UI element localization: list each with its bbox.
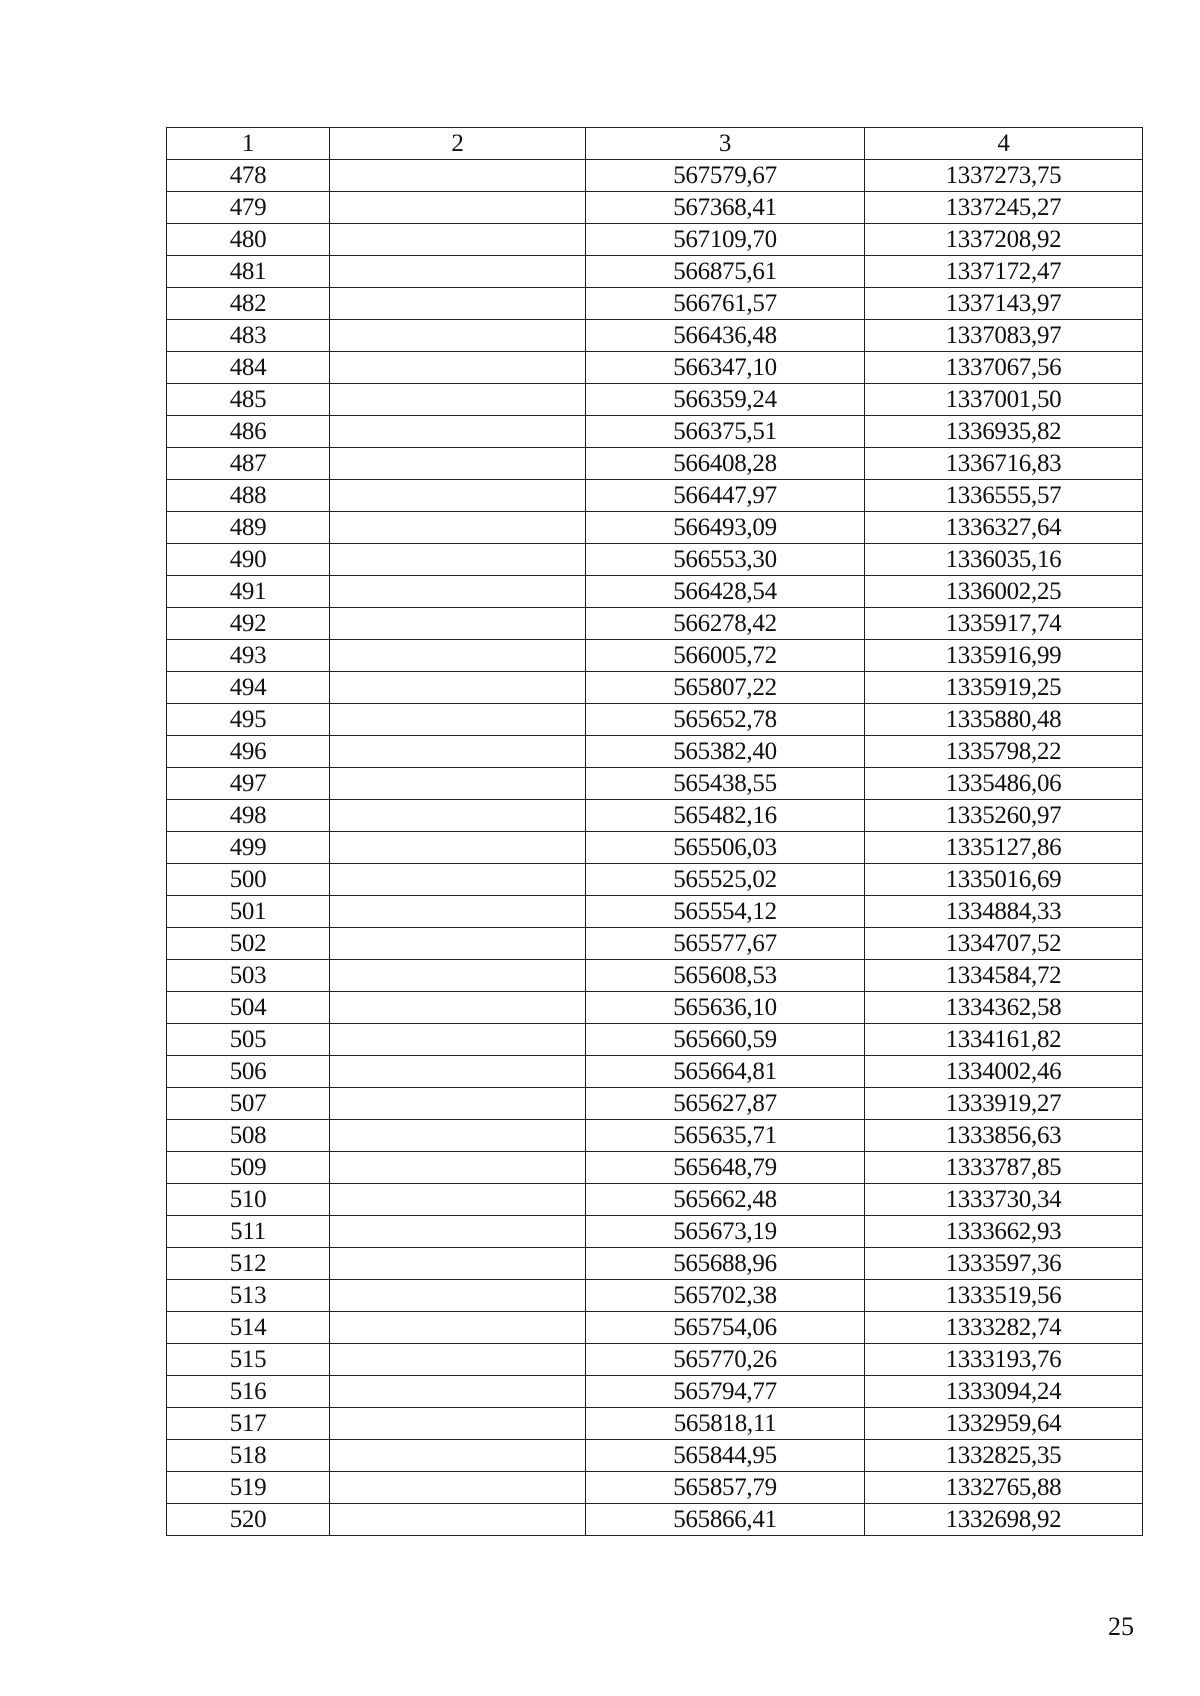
y-coordinate-cell: 1332959,64 <box>865 1408 1143 1440</box>
description-cell <box>330 1024 586 1056</box>
x-coordinate-cell: 565648,79 <box>586 1152 865 1184</box>
y-coordinate-cell: 1336716,83 <box>865 448 1143 480</box>
x-coordinate-cell: 565482,16 <box>586 800 865 832</box>
y-coordinate-cell: 1333094,24 <box>865 1376 1143 1408</box>
point-number-cell: 516 <box>167 1376 330 1408</box>
table-header-row <box>167 128 1143 160</box>
x-coordinate-cell: 566875,61 <box>586 256 865 288</box>
point-number-cell: 502 <box>167 928 330 960</box>
table-row <box>167 416 1143 448</box>
point-number-cell: 481 <box>167 256 330 288</box>
point-number-cell: 492 <box>167 608 330 640</box>
x-coordinate-cell: 565506,03 <box>586 832 865 864</box>
x-coordinate-cell: 565608,53 <box>586 960 865 992</box>
y-coordinate-cell: 1337083,97 <box>865 320 1143 352</box>
x-coordinate-cell: 566493,09 <box>586 512 865 544</box>
y-coordinate-cell: 1336002,25 <box>865 576 1143 608</box>
point-number-cell: 483 <box>167 320 330 352</box>
table-row <box>167 1088 1143 1120</box>
table-row <box>167 1120 1143 1152</box>
x-coordinate-cell: 565754,06 <box>586 1312 865 1344</box>
x-coordinate-cell: 566005,72 <box>586 640 865 672</box>
description-cell <box>330 1184 586 1216</box>
description-cell <box>330 768 586 800</box>
y-coordinate-cell: 1336035,16 <box>865 544 1143 576</box>
y-coordinate-cell: 1332825,35 <box>865 1440 1143 1472</box>
x-coordinate-cell: 565635,71 <box>586 1120 865 1152</box>
y-coordinate-cell: 1333282,74 <box>865 1312 1143 1344</box>
description-cell <box>330 672 586 704</box>
table-row <box>167 1408 1143 1440</box>
point-number-cell: 494 <box>167 672 330 704</box>
description-cell <box>330 1312 586 1344</box>
description-cell <box>330 832 586 864</box>
description-cell <box>330 512 586 544</box>
y-coordinate-cell: 1335260,97 <box>865 800 1143 832</box>
description-cell <box>330 928 586 960</box>
table-row <box>167 608 1143 640</box>
description-cell <box>330 1216 586 1248</box>
x-coordinate-cell: 565807,22 <box>586 672 865 704</box>
y-coordinate-cell: 1337245,27 <box>865 192 1143 224</box>
y-coordinate-cell: 1334884,33 <box>865 896 1143 928</box>
x-coordinate-cell: 565664,81 <box>586 1056 865 1088</box>
x-coordinate-cell: 567109,70 <box>586 224 865 256</box>
table-row <box>167 1248 1143 1280</box>
x-coordinate-cell: 565794,77 <box>586 1376 865 1408</box>
x-coordinate-cell: 565652,78 <box>586 704 865 736</box>
point-number-cell: 512 <box>167 1248 330 1280</box>
point-number-cell: 501 <box>167 896 330 928</box>
table-row <box>167 1056 1143 1088</box>
description-cell <box>330 1472 586 1504</box>
table-row <box>167 544 1143 576</box>
x-coordinate-cell: 566347,10 <box>586 352 865 384</box>
x-coordinate-cell: 566359,24 <box>586 384 865 416</box>
table-row <box>167 1344 1143 1376</box>
y-coordinate-cell: 1335016,69 <box>865 864 1143 896</box>
y-coordinate-cell: 1334161,82 <box>865 1024 1143 1056</box>
x-coordinate-cell: 565627,87 <box>586 1088 865 1120</box>
x-coordinate-cell: 565636,10 <box>586 992 865 1024</box>
table-row <box>167 832 1143 864</box>
y-coordinate-cell: 1335798,22 <box>865 736 1143 768</box>
point-number-cell: 498 <box>167 800 330 832</box>
point-number-cell: 511 <box>167 1216 330 1248</box>
point-number-cell: 520 <box>167 1504 330 1536</box>
point-number-cell: 479 <box>167 192 330 224</box>
description-cell <box>330 1120 586 1152</box>
page-number: 25 <box>1108 1612 1134 1641</box>
y-coordinate-cell: 1333787,85 <box>865 1152 1143 1184</box>
table-row <box>167 1312 1143 1344</box>
y-coordinate-cell: 1333730,34 <box>865 1184 1143 1216</box>
table-row <box>167 1184 1143 1216</box>
y-coordinate-cell: 1334002,46 <box>865 1056 1143 1088</box>
x-coordinate-cell: 565818,11 <box>586 1408 865 1440</box>
description-cell <box>330 448 586 480</box>
point-number-cell: 487 <box>167 448 330 480</box>
point-number-cell: 490 <box>167 544 330 576</box>
point-number-cell: 513 <box>167 1280 330 1312</box>
y-coordinate-cell: 1336935,82 <box>865 416 1143 448</box>
column-header-3: 3 <box>586 128 865 160</box>
description-cell <box>330 1088 586 1120</box>
table-row <box>167 448 1143 480</box>
table-row <box>167 480 1143 512</box>
point-number-cell: 517 <box>167 1408 330 1440</box>
y-coordinate-cell: 1336555,57 <box>865 480 1143 512</box>
point-number-cell: 509 <box>167 1152 330 1184</box>
table-row <box>167 288 1143 320</box>
description-cell <box>330 320 586 352</box>
description-cell <box>330 160 586 192</box>
table-row <box>167 256 1143 288</box>
x-coordinate-cell: 565554,12 <box>586 896 865 928</box>
column-header-2: 2 <box>330 128 586 160</box>
y-coordinate-cell: 1333193,76 <box>865 1344 1143 1376</box>
point-number-cell: 519 <box>167 1472 330 1504</box>
description-cell <box>330 384 586 416</box>
table-row <box>167 800 1143 832</box>
y-coordinate-cell: 1335880,48 <box>865 704 1143 736</box>
point-number-cell: 496 <box>167 736 330 768</box>
x-coordinate-cell: 566761,57 <box>586 288 865 320</box>
description-cell <box>330 416 586 448</box>
x-coordinate-cell: 566375,51 <box>586 416 865 448</box>
point-number-cell: 518 <box>167 1440 330 1472</box>
description-cell <box>330 288 586 320</box>
point-number-cell: 510 <box>167 1184 330 1216</box>
description-cell <box>330 704 586 736</box>
description-cell <box>330 544 586 576</box>
table-body <box>167 160 1143 1536</box>
description-cell <box>330 1280 586 1312</box>
y-coordinate-cell: 1334584,72 <box>865 960 1143 992</box>
point-number-cell: 503 <box>167 960 330 992</box>
description-cell <box>330 1440 586 1472</box>
point-number-cell: 500 <box>167 864 330 896</box>
description-cell <box>330 1248 586 1280</box>
y-coordinate-cell: 1335916,99 <box>865 640 1143 672</box>
point-number-cell: 497 <box>167 768 330 800</box>
x-coordinate-cell: 565866,41 <box>586 1504 865 1536</box>
table-row <box>167 1280 1143 1312</box>
table-row <box>167 928 1143 960</box>
point-number-cell: 482 <box>167 288 330 320</box>
y-coordinate-cell: 1333662,93 <box>865 1216 1143 1248</box>
point-number-cell: 499 <box>167 832 330 864</box>
x-coordinate-cell: 565660,59 <box>586 1024 865 1056</box>
y-coordinate-cell: 1332765,88 <box>865 1472 1143 1504</box>
description-cell <box>330 352 586 384</box>
description-cell <box>330 800 586 832</box>
table-row <box>167 352 1143 384</box>
point-number-cell: 504 <box>167 992 330 1024</box>
x-coordinate-cell: 567579,67 <box>586 160 865 192</box>
y-coordinate-cell: 1334362,58 <box>865 992 1143 1024</box>
point-number-cell: 506 <box>167 1056 330 1088</box>
table-row <box>167 864 1143 896</box>
y-coordinate-cell: 1335486,06 <box>865 768 1143 800</box>
y-coordinate-cell: 1333856,63 <box>865 1120 1143 1152</box>
point-number-cell: 507 <box>167 1088 330 1120</box>
table-row <box>167 1440 1143 1472</box>
column-header-4: 4 <box>865 128 1143 160</box>
point-number-cell: 493 <box>167 640 330 672</box>
y-coordinate-cell: 1333597,36 <box>865 1248 1143 1280</box>
table-row <box>167 672 1143 704</box>
x-coordinate-cell: 565702,38 <box>586 1280 865 1312</box>
description-cell <box>330 960 586 992</box>
table-row <box>167 192 1143 224</box>
column-header-1: 1 <box>167 128 330 160</box>
description-cell <box>330 896 586 928</box>
x-coordinate-cell: 566436,48 <box>586 320 865 352</box>
table-row <box>167 384 1143 416</box>
description-cell <box>330 1504 586 1536</box>
x-coordinate-cell: 566428,54 <box>586 576 865 608</box>
x-coordinate-cell: 567368,41 <box>586 192 865 224</box>
table-row <box>167 704 1143 736</box>
y-coordinate-cell: 1337001,50 <box>865 384 1143 416</box>
description-cell <box>330 864 586 896</box>
y-coordinate-cell: 1336327,64 <box>865 512 1143 544</box>
x-coordinate-cell: 566447,97 <box>586 480 865 512</box>
point-number-cell: 514 <box>167 1312 330 1344</box>
table-row <box>167 960 1143 992</box>
point-number-cell: 495 <box>167 704 330 736</box>
coordinates-table <box>166 127 1143 1536</box>
table-row <box>167 992 1143 1024</box>
point-number-cell: 515 <box>167 1344 330 1376</box>
table-row <box>167 320 1143 352</box>
description-cell <box>330 1152 586 1184</box>
table-row <box>167 1376 1143 1408</box>
description-cell <box>330 480 586 512</box>
y-coordinate-cell: 1337143,97 <box>865 288 1143 320</box>
y-coordinate-cell: 1337067,56 <box>865 352 1143 384</box>
description-cell <box>330 1344 586 1376</box>
y-coordinate-cell: 1337208,92 <box>865 224 1143 256</box>
x-coordinate-cell: 565577,67 <box>586 928 865 960</box>
description-cell <box>330 640 586 672</box>
table-row <box>167 768 1143 800</box>
description-cell <box>330 1056 586 1088</box>
point-number-cell: 485 <box>167 384 330 416</box>
table-row <box>167 160 1143 192</box>
description-cell <box>330 576 586 608</box>
description-cell <box>330 1408 586 1440</box>
y-coordinate-cell: 1335917,74 <box>865 608 1143 640</box>
x-coordinate-cell: 565844,95 <box>586 1440 865 1472</box>
y-coordinate-cell: 1333919,27 <box>865 1088 1143 1120</box>
x-coordinate-cell: 565673,19 <box>586 1216 865 1248</box>
table-row <box>167 576 1143 608</box>
x-coordinate-cell: 565770,26 <box>586 1344 865 1376</box>
x-coordinate-cell: 565525,02 <box>586 864 865 896</box>
x-coordinate-cell: 565438,55 <box>586 768 865 800</box>
description-cell <box>330 192 586 224</box>
point-number-cell: 484 <box>167 352 330 384</box>
point-number-cell: 505 <box>167 1024 330 1056</box>
point-number-cell: 480 <box>167 224 330 256</box>
table-row <box>167 1472 1143 1504</box>
x-coordinate-cell: 566408,28 <box>586 448 865 480</box>
description-cell <box>330 992 586 1024</box>
table-row <box>167 736 1143 768</box>
description-cell <box>330 1376 586 1408</box>
x-coordinate-cell: 565662,48 <box>586 1184 865 1216</box>
y-coordinate-cell: 1333519,56 <box>865 1280 1143 1312</box>
description-cell <box>330 224 586 256</box>
y-coordinate-cell: 1334707,52 <box>865 928 1143 960</box>
table-row <box>167 1216 1143 1248</box>
table-row <box>167 224 1143 256</box>
x-coordinate-cell: 565857,79 <box>586 1472 865 1504</box>
point-number-cell: 478 <box>167 160 330 192</box>
y-coordinate-cell: 1337172,47 <box>865 256 1143 288</box>
table-row <box>167 1504 1143 1536</box>
y-coordinate-cell: 1337273,75 <box>865 160 1143 192</box>
description-cell <box>330 608 586 640</box>
table-row <box>167 896 1143 928</box>
point-number-cell: 508 <box>167 1120 330 1152</box>
table-row <box>167 640 1143 672</box>
point-number-cell: 486 <box>167 416 330 448</box>
point-number-cell: 489 <box>167 512 330 544</box>
y-coordinate-cell: 1335919,25 <box>865 672 1143 704</box>
x-coordinate-cell: 565688,96 <box>586 1248 865 1280</box>
table-row <box>167 1152 1143 1184</box>
x-coordinate-cell: 565382,40 <box>586 736 865 768</box>
y-coordinate-cell: 1332698,92 <box>865 1504 1143 1536</box>
description-cell <box>330 256 586 288</box>
table-row <box>167 1024 1143 1056</box>
description-cell <box>330 736 586 768</box>
point-number-cell: 491 <box>167 576 330 608</box>
x-coordinate-cell: 566553,30 <box>586 544 865 576</box>
x-coordinate-cell: 566278,42 <box>586 608 865 640</box>
point-number-cell: 488 <box>167 480 330 512</box>
y-coordinate-cell: 1335127,86 <box>865 832 1143 864</box>
table-row <box>167 512 1143 544</box>
